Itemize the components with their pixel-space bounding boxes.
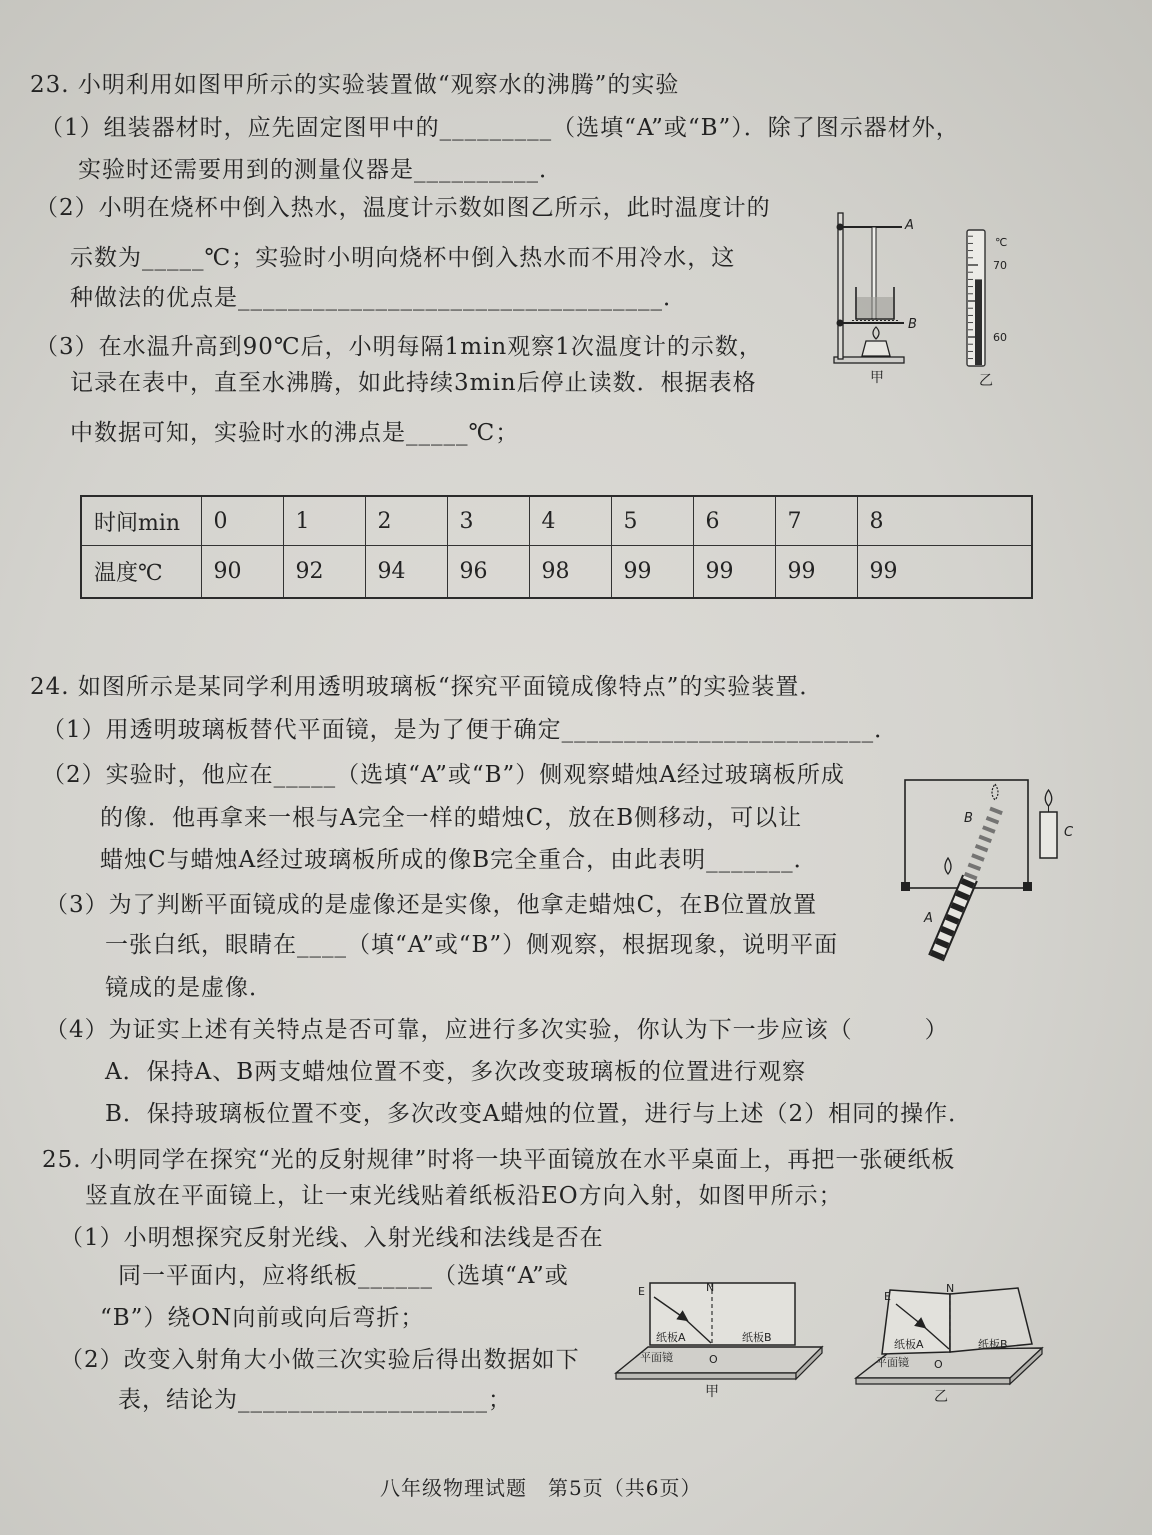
table-cell: 0 <box>201 496 283 546</box>
q24-part1-line1: （1）用透明玻璃板替代平面镜，是为了便于确定_________________________． <box>42 717 899 743</box>
page-footer: 八年级物理试题 第5页（共6页） <box>380 1476 702 1500</box>
table-cell: 90 <box>201 546 283 599</box>
candle-a-flame-icon <box>945 858 951 874</box>
thermometer-tick-60: 60 <box>993 331 1007 344</box>
table-cell: 5 <box>611 496 693 546</box>
label-n: N <box>706 1281 715 1294</box>
hot-water <box>857 297 893 318</box>
label-board-a: 纸板A <box>656 1331 686 1344</box>
q24-part2-line1: （2）实验时，他应在_____（选填“A”或“B”）侧观察蜡烛A经过玻璃板所成 <box>42 762 845 788</box>
table-cell: 98 <box>529 546 611 599</box>
q25-part2-line1: （2）改变入射角大小做三次实验后得出数据如下 <box>60 1347 580 1373</box>
q25-part2-line2: 表，结论为____________________； <box>118 1387 512 1413</box>
plane-mirror-edge <box>616 1373 796 1379</box>
figure-caption-jia: 甲 <box>870 370 884 386</box>
label-c: C <box>1064 825 1074 840</box>
q23-part3-line3: 中数据可知，实验时水的沸点是_____℃； <box>70 420 520 446</box>
q24-option-b: B．保持玻璃板位置不变，多次改变A蜡烛的位置，进行与上述（2）相同的操作． <box>105 1101 973 1127</box>
table-cell: 92 <box>283 546 365 599</box>
q23-part3-line1: （3）在水温升高到90℃后，小明每隔1min观察1次温度计的示数， <box>35 334 763 360</box>
q24-part3-line3: 镜成的是虚像． <box>105 975 273 1001</box>
alcohol-lamp <box>862 341 890 356</box>
thermometer-liquid-column <box>975 279 982 365</box>
plate-foot-left <box>901 882 910 891</box>
glass-plate <box>905 780 1028 888</box>
temperature-table <box>80 495 1033 599</box>
figure-caption-jia: 甲 <box>705 1384 719 1400</box>
thermometer-unit: ℃ <box>995 236 1008 249</box>
table-cell: 96 <box>447 546 529 599</box>
q23-title: 23. 小明利用如图甲所示的实验装置做“观察水的沸腾”的实验 <box>30 72 680 98</box>
figure-caption-yi: 乙 <box>979 373 993 389</box>
table-cell: 1 <box>283 496 365 546</box>
table-cell: 99 <box>611 546 693 599</box>
row-header-temperature: 温度℃ <box>81 546 201 599</box>
thermometer-figure <box>955 222 1025 390</box>
table-cell: 6 <box>693 496 775 546</box>
candle-c-flame-icon <box>1045 790 1052 806</box>
table-row-temperature <box>81 546 1032 599</box>
plate-foot-right <box>1023 882 1032 891</box>
table-cell: 7 <box>775 496 857 546</box>
table-cell: 99 <box>857 546 1032 599</box>
label-o: O <box>934 1358 943 1371</box>
q24-part2-line2: 的像．他再拿来一根与A完全一样的蜡烛C，放在B侧移动，可以让 <box>100 805 803 831</box>
plane-mirror-edge <box>856 1378 1010 1384</box>
label-e: E <box>884 1290 891 1303</box>
plane-mirror-setup-figure <box>888 770 1088 970</box>
label-e: E <box>638 1285 645 1298</box>
q24-part3-line1: （3）为了判断平面镜成的是虚像还是实像，他拿走蜡烛C，在B位置放置 <box>45 892 818 918</box>
clamp-a-knob <box>837 224 844 231</box>
label-b: B <box>964 811 973 826</box>
label-b: B <box>908 317 917 332</box>
table-cell: 99 <box>693 546 775 599</box>
label-a: A <box>905 218 914 233</box>
q23-part2-line1: （2）小明在烧杯中倒入热水，温度计示数如图乙所示，此时温度计的 <box>35 195 771 221</box>
q24-part4-question: （4）为证实上述有关特点是否可靠，应进行多次实验，你认为下一步应该（ ） <box>45 1017 949 1043</box>
q24-part2-line3: 蜡烛C与蜡烛A经过玻璃板所成的像B完全重合，由此表明_______． <box>100 847 818 873</box>
table-cell: 3 <box>447 496 529 546</box>
figure-caption-yi: 乙 <box>934 1389 948 1405</box>
row-header-time: 时间min <box>81 496 201 546</box>
q25-title: 25. 小明同学在探究“光的反射规律”时将一块平面镜放在水平桌面上，再把一张硬纸板 <box>42 1147 956 1173</box>
q24-title: 24. 如图所示是某同学利用透明玻璃板“探究平面镜成像特点”的实验装置． <box>30 674 824 700</box>
q25-part1-line2: 同一平面内，应将纸板______（选填“A”或 <box>118 1263 569 1289</box>
label-board-b: 纸板B <box>742 1331 772 1344</box>
candle-c <box>1040 812 1057 858</box>
label-board-b: 纸板B <box>978 1338 1008 1351</box>
q23-part1-line1: （1）组装器材时，应先固定图甲中的_________（选填“A”或“B”）．除了图示器材外， <box>40 115 960 141</box>
ring-b-knob <box>837 320 844 327</box>
q25-part1-line1: （1）小明想探究反射光线、入射光线和法线是否在 <box>60 1225 604 1251</box>
q23-part1-line2: 实验时还需要用到的测量仪器是__________． <box>78 157 563 183</box>
label-mirror: 平面镜 <box>640 1351 673 1364</box>
label-mirror: 平面镜 <box>876 1356 909 1369</box>
reflection-setup-figure-yi <box>850 1280 1050 1405</box>
q23-part3-line2: 记录在表中，直至水沸腾，如此持续3min后停止读数．根据表格 <box>70 370 757 396</box>
q23-part2-line2: 示数为_____℃；实验时小明向烧杯中倒入热水而不用冷水，这 <box>70 245 736 271</box>
q24-option-a: A．保持A、B两支蜡烛位置不变，多次改变玻璃板的位置进行观察 <box>105 1059 807 1085</box>
table-row-time <box>81 496 1032 546</box>
label-board-a: 纸板A <box>894 1338 924 1351</box>
stand-base <box>834 357 904 363</box>
table-cell: 99 <box>775 546 857 599</box>
candle-b-flame-icon <box>992 784 998 800</box>
label-a: A <box>924 911 933 926</box>
flame-icon <box>873 327 879 339</box>
q25-intro-line2: 竖直放在平面镜上，让一束光线贴着纸板沿EO方向入射，如图甲所示； <box>85 1183 843 1209</box>
table-cell: 8 <box>857 496 1032 546</box>
q23-part2-line3: 种做法的优点是__________________________________． <box>70 285 687 311</box>
table-cell: 4 <box>529 496 611 546</box>
thermometer-tick-70: 70 <box>993 259 1007 272</box>
reflection-setup-figure-jia <box>610 1275 830 1400</box>
candle-b-virtual-image <box>970 806 998 878</box>
table-cell: 94 <box>365 546 447 599</box>
stand-rod <box>838 213 843 359</box>
q24-part3-line2: 一张白纸，眼睛在____（填“A”或“B”）侧观察，根据现象，说明平面 <box>105 932 839 958</box>
q25-part1-line3: “B”）绕ON向前或向后弯折； <box>100 1305 425 1331</box>
table-cell: 2 <box>365 496 447 546</box>
label-n: N <box>946 1282 955 1295</box>
boiling-apparatus-figure <box>826 205 930 390</box>
label-o: O <box>709 1353 718 1366</box>
